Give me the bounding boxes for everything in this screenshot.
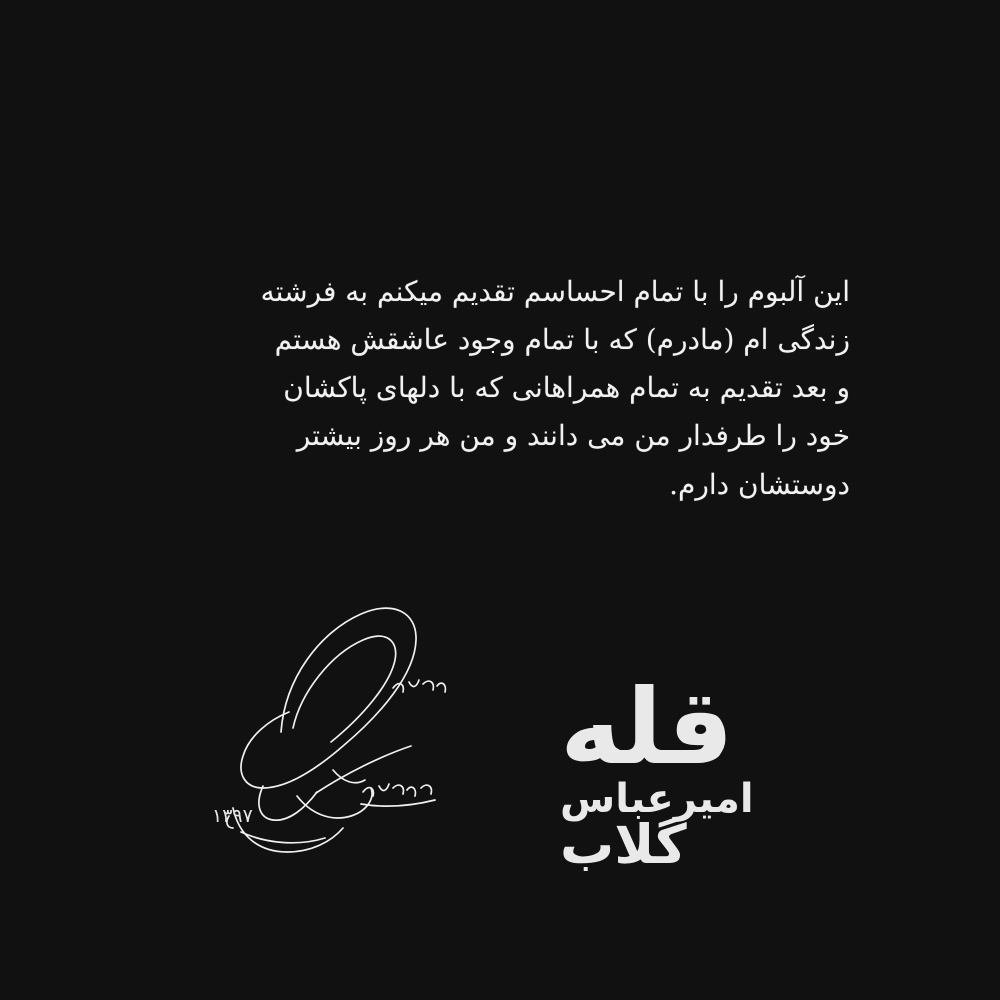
dedication-text bbox=[160, 268, 850, 509]
dedication-line: دوستشان دارم. bbox=[669, 467, 850, 501]
logo-artist-firstname: امیرعباس bbox=[560, 776, 754, 822]
dedication-line: این آلبوم را با تمام احساسم تقدیم میکنم به فرشته bbox=[260, 275, 850, 308]
logo-artist-lastname: گلاب bbox=[560, 813, 687, 876]
signature-year: ۱۳۹۷ bbox=[212, 805, 253, 827]
handwritten-signature-icon bbox=[185, 560, 485, 880]
signature-block bbox=[185, 560, 485, 880]
dedication-line: و بعد تقدیم به تمام همراهانی که با دلهای پاکشان bbox=[283, 371, 850, 405]
logo-title: قله bbox=[560, 666, 734, 789]
dedication-line: خود را طرفدار من می دانند و من هر روز بیشتر bbox=[296, 419, 850, 453]
album-logo bbox=[560, 666, 860, 876]
dedication-line: زندگی ام (مادرم) که با تمام وجود عاشقش هستم bbox=[274, 323, 850, 357]
